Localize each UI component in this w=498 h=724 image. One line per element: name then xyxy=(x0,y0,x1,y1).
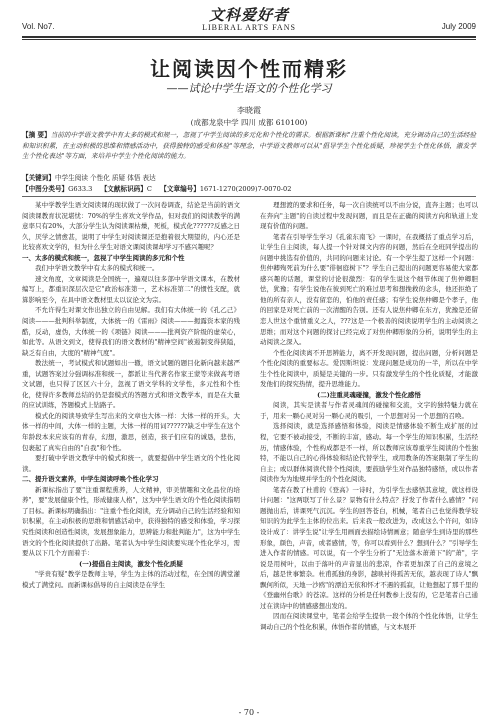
paragraph: 模式化的阅读导致学生写出来的文章也大体一样：大体一样的开头，大体一样的中间，大体一样的主题，大体一样的用词??????缺乏中学生在这个年龄段本来应该有的青春，幻想，激思，创造，孩子们应有的诚恳，悲伤，包裹起了真实自由的"自我"和个性。 xyxy=(22,411,240,452)
journal-header xyxy=(0,0,498,42)
paragraph: 教法统一，考试模式和试题如出一辙，语文试题的题目化新向越来越严重，试题答案过分强调标准和统一，都派让当代著名作家王蒙等来做高考语文试题，也只得了区区六十分，忽视了语文学科的文学性，多元性和个性化，使得许多教师总结的仍是套模式的答题方式和语文教学本，而是在大量的应试训练，答题模式上钻路子。 xyxy=(22,359,240,410)
doc-code-value: C xyxy=(146,185,152,193)
article-title: 让阅读因个性而精彩 xyxy=(150,57,348,81)
keywords-label: 【关键词】 xyxy=(22,174,55,182)
clc-value: G633.3 xyxy=(68,185,93,193)
section-heading: (一)提倡自主阅读，激发个性化质疑 xyxy=(79,559,183,568)
article-subtitle: ——试论中学生语文的个性化学习 xyxy=(166,82,332,95)
paragraph: 阅读，其实是读者与作者灵魂间的碰撞和交流，文字的独特魅力就在于，用来一颗心灵对另一颗心灵的吸引，一个思想对另一个思想的召唤。 xyxy=(260,401,478,420)
paragraph: 我们中学语文教学中有太多的模式和统一。 xyxy=(35,264,159,273)
author-name: 李晓霞 xyxy=(237,106,261,115)
journal-title-en: LIBERAL ARTS FANS xyxy=(202,23,296,32)
paragraph: 要打破中学语文教学中的模式和统一，就要提倡中学生语文的个性化阅读。 xyxy=(22,454,240,473)
classification-line xyxy=(22,184,476,194)
body-column-right xyxy=(260,200,478,705)
paragraph: 某中学教学生语文阅读课的现状做了一次问卷调查，结论是当前的语文阅读课教育状况堪忧：70%的学生喜欢文学作品，但对我们的阅读教学的满意率只有20%，大部分学生认为阅读课枯燥，死板，模式化??????反感之日久，厌学之情愈甚，说明了中学生对阅读课还是抱着很大期望的，内心还是比较喜欢文学的，但为什么学生对语文课阅读课却学习不感兴趣呢？ xyxy=(22,201,240,252)
clc-label: 【中图分类号】 xyxy=(22,185,69,193)
article-id-value: 1671-1270(2009)7-0070-02 xyxy=(199,185,292,193)
keywords-text: 中学生阅读 个性化 质疑 体悟 表达 xyxy=(54,174,156,182)
journal-title-cn: 文科爱好者 xyxy=(208,6,289,24)
paragraph: 不允许得生对课文作出独立的自由见解。我们有大体统一的《孔乙己》阅读———批判科举制度，大体统一的《雷雨》阅读———揭露资本家的残酷，反动，虚伪，大体统一的《项链》阅读———批判资产阶级的虚荣心，如此等。从语文到文，使得我们的语文教材的"精神空间"被遏制变得狭隘，缺乏有自由，大度的"精神气度"。 xyxy=(22,306,240,357)
paragraph: 选择阅读，就是选择感悟和体验，阅读是情感体验不断生成扩展的过程，它要不被动接受，不断的丰富，感动。每一个学生的知识积累，生活经历，情感体验，个性构成都是不一样，所以教师应该尊重学生阅读的个性独特，不能以自己的心得体验和结论代替学生，或用教条的答案限制了学生的自主；或以群体阅读代替个性阅读，要鼓励学生对作品独特感悟，或以作者阅读作为为地规并学生的个性化阅读。 xyxy=(260,422,478,484)
issue-date: July 2009 xyxy=(441,22,476,31)
page-number: - 70 - xyxy=(238,708,260,717)
section-heading: 二、提升语文素养，中学生阅读呼唤个性化学习 xyxy=(22,475,159,484)
paragraph: 速文角度，文章阅读是全国统一，遍观以往多部中学语文课本，在教材编写上，都重识深层次是它"政治标准第一，艺术标准第二"的惯性支配，就算影响至今，在具中语文教材里太以议论文为宗。 xyxy=(22,274,240,304)
header-rule-thin xyxy=(22,39,476,40)
keywords xyxy=(22,173,476,183)
header-rule xyxy=(22,36,476,38)
paragraph: 笔者在引导学生学习《孔雀东南飞》一课时，在我概括了重点学习后，让学生自主阅读，每人提一个针对课文内容的问题，然后在全班同学提出的问题中挑选有价值的，共同的问题来讨论。有一个学生提了这样一个问题：焦仲卿殉死前为什么要"徘徊庭树下"？学生自己提出的问题更容易使大家都感兴趣的话题，课堂的讨论很激烈：有的学生说这个细节体现了焦仲卿胆怯，犹豫；有学生说他在彼到死亡的难过思考和想挽救的念头，他还拒绝了他的所有亲人，没有留恋的，怕他的责任感；有学生说焦仲卿是个孝子，他的回家是对死亡前的一次清醒的告别。还有人说焦仲卿在东方，犹豫是还留恋人世这个重情重义之人，???这是一个极善的阅读说明学生的主动阅读之思维；而对这个问题的探讨已经完成了对焦仲卿形象的分析，说明学生的主动阅读之深入。 xyxy=(260,232,478,347)
body-column-left xyxy=(22,200,240,705)
abstract-label: 【摘 要】 xyxy=(22,131,51,139)
paragraph: "学贵有疑"教学是教师主导，学生为主体的活动过程，在全国的满堂灌模式了满堂问。而新课标倡导的自主阅读是在学生 xyxy=(22,570,240,589)
paragraph: 新课标指出了要"注重课程熏养，人文精神，审美情趣和文化品位的培养"，要"发展健康个性，形成健康人格"，这为中学生语文的个性化阅读指明了目标。新课标明确指出："注重个性化阅读，充分调动自己的生活经验和知识积累，在主动积极的思维和情感活动中，获得独特的感受和体验，学习探究性阅读和创造性阅读，发展想象能力，思辨能力和批判能力"，这为中学生语文的个性化阅读提供了出路。笔者认为中学生阅读要实现个性化学习，需要从以下几个方面着手： xyxy=(22,485,240,558)
abstract-text: 当前的中学语文教学中有太多的模式和规一，忽视了中学生阅读的多元化和个性化的需求。根据新课标"注重个性化阅读，充分调动自己的生活经验和知识积累，在主动积极的思维和情感活动中，获得独特的感受和体验"等理念，中学语文教师可以从"倡导学生个性化质疑，珍视学生个性化体悟，激发学生个性化表达"等方面，来培养中学生个性化阅读的能力。 xyxy=(22,131,477,160)
paragraph: 理想渡的要求和任务，每一次自读统可以不由分说，直奔主题；也可以在奔向"主题"的自读过程中发现问题，而且是在正确的阅读方向和轨道上发现有价值的问题。 xyxy=(260,201,478,231)
article-id-label: 【文章编号】 xyxy=(160,185,200,193)
author-affiliation: (成都龙泉中学 四川 成都 610100) xyxy=(190,118,308,127)
abstract-rule xyxy=(22,196,476,197)
paragraph: 个性化阅读离不开思辨能力，离不开发现问题，提出问题，分析问题是个性化阅读的重要标志。爱因斯坦说：发现问题是成功的一半，所以在中学生个性化阅读中，质疑是关键的一步。只有激发学生的个性化质疑，才能激发他们的探究热情，提升思维能力。 xyxy=(260,348,478,389)
abstract xyxy=(22,130,476,162)
section-heading: (二)注重灵魂碰撞，激发个性化感悟 xyxy=(317,390,421,399)
paragraph: 因而在阅读课堂中，笔者会给学生提供一段个体的个性化体悟，让学生调动自己的个性化积累，体悟作者的情感，与文本展开 xyxy=(260,612,478,631)
volume-number: Vol. No7. xyxy=(22,22,55,31)
paragraph: 笔者在教了杜甫的《登高》一诗时，为引学生去感悟其意境，就这样设计问题："这两联写了什么景？景物有什么特点？抒发了作者什么感情？"问题抛出后，讲课死气沉沉。学生的回答苍白，机械，笔者自己也觉得教学较知识的为此学生主体的位出来。后来我一般改进为，改成这么个许问，如诗设计成了：讲学生说"让学生用画面去描绘诗情画意；随意学生到诗里的那些形象，颜色，声音，或者感情，等，你可以看到什么？想到什么？"引导学生进入作者的情感。可以说，有一个学生分析了"无边落木萧萧下"的"萧"，字说是用树叶，以由于落叶的声音显出的悲凉，作者更加深了自己的意境之后，越是世事繁杂。杜甫孤独的身影，越映衬得孤苦无依，越表现了诗人"飘飘何所似，天地一沙鸥"的漂泊无依和怀才不遇的孤寂，让他想起了那千里的《登幽州台歌》的苍凉。这样的分析是任何教参上没有的，它是笔者自己通过在读诗中的情感感想出发的。 xyxy=(260,485,478,610)
section-heading: 一、太多的模式和统一，忽视了中学生阅读的多元和个性 xyxy=(22,253,185,262)
doc-code-label: 【文献标识码】 xyxy=(100,185,147,193)
